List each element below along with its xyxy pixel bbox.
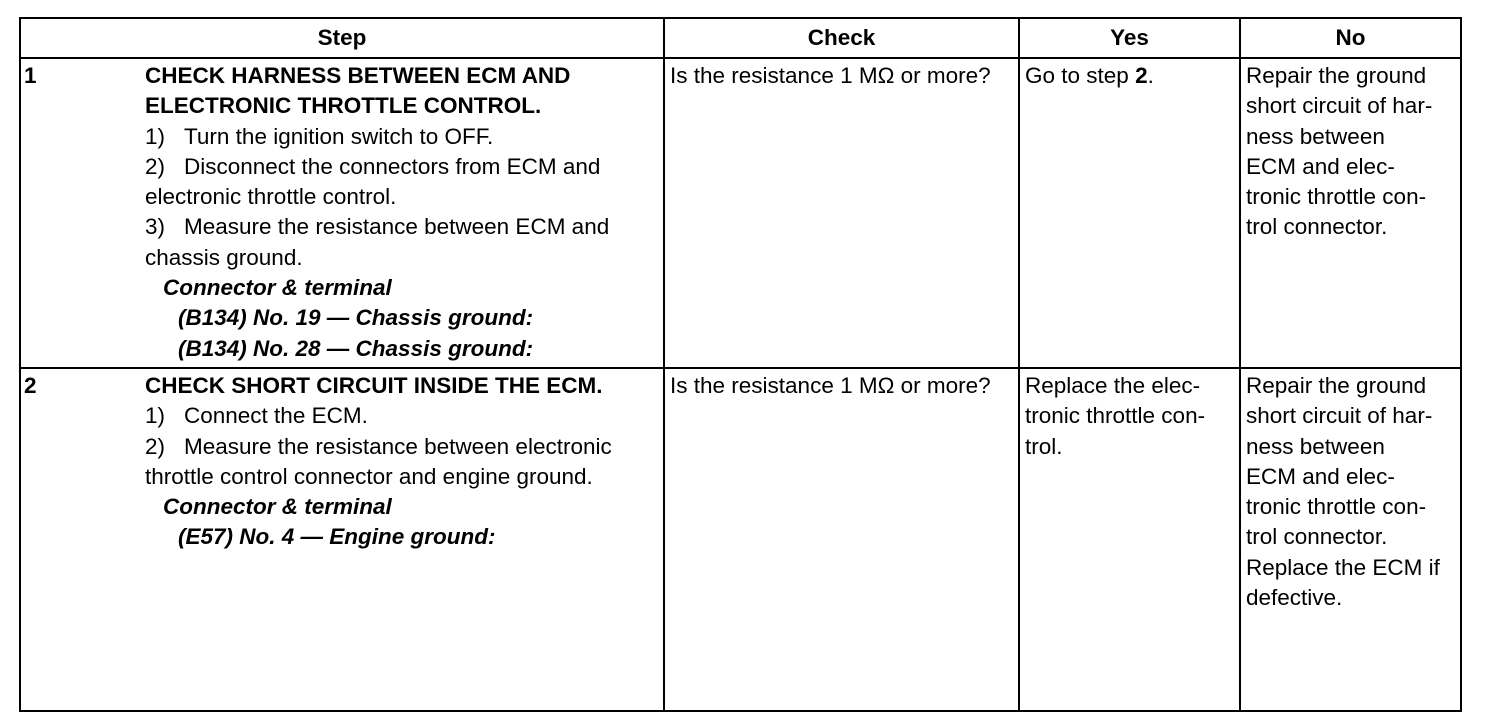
no-text-line: ECM and elec- bbox=[1246, 463, 1395, 489]
instruction-number: 2) bbox=[145, 433, 166, 459]
step-title-line: ELECTRONIC THROTTLE CONTROL. bbox=[145, 93, 542, 119]
no-text-line: tronic throttle con- bbox=[1246, 184, 1427, 210]
instruction-line bbox=[145, 432, 657, 462]
instruction-number: 3) bbox=[145, 214, 166, 240]
instruction-text: Disconnect the connectors from ECM and bbox=[184, 153, 601, 179]
header-yes: Yes bbox=[1019, 18, 1240, 58]
step-number: 1 bbox=[24, 63, 37, 88]
instruction-line bbox=[145, 243, 657, 273]
table-row-step-2 bbox=[20, 368, 1461, 711]
step-cell bbox=[20, 58, 664, 368]
terminal-spec: (E57) No. 4 — Engine ground: bbox=[178, 524, 496, 550]
no-cell bbox=[1240, 368, 1461, 711]
no-text-line: tronic throttle con- bbox=[1246, 494, 1427, 520]
step-body bbox=[145, 61, 657, 364]
yes-text-line: Replace the elec- bbox=[1025, 373, 1201, 398]
check-cell bbox=[664, 368, 1019, 711]
check-cell bbox=[664, 58, 1019, 368]
no-text-line: trol connector. bbox=[1246, 214, 1388, 240]
no-text-line: ness between bbox=[1246, 433, 1385, 459]
header-row bbox=[20, 18, 1461, 58]
instruction-line bbox=[145, 182, 657, 212]
terminal-spec: (B134) No. 28 — Chassis ground: bbox=[178, 335, 534, 361]
go-to-step-number: 2 bbox=[1135, 63, 1148, 88]
no-text-line: short circuit of har- bbox=[1246, 93, 1433, 119]
diagnostic-procedure-table bbox=[19, 17, 1462, 712]
no-text-line: Replace the ECM if bbox=[1246, 554, 1440, 580]
yes-text-line: tronic throttle con- bbox=[1025, 403, 1206, 429]
no-text-line: Repair the ground bbox=[1246, 63, 1427, 88]
instruction-line bbox=[145, 401, 657, 431]
yes-text-suffix: . bbox=[1147, 63, 1154, 88]
connector-terminal-label: Connector & terminal bbox=[163, 275, 392, 301]
instruction-text: electronic throttle control. bbox=[145, 184, 397, 210]
instruction-line bbox=[145, 212, 657, 242]
check-text: Is the resistance 1 MΩ or more? bbox=[670, 373, 991, 398]
instruction-text: Measure the resistance between ECM and bbox=[184, 214, 610, 240]
yes-text: Go to step bbox=[1025, 63, 1136, 88]
instruction-line bbox=[145, 462, 657, 492]
step-cell bbox=[20, 368, 664, 711]
header-no: No bbox=[1240, 18, 1461, 58]
no-text-line: defective. bbox=[1246, 585, 1343, 611]
header-step: Step bbox=[20, 18, 664, 58]
table-row-step-1 bbox=[20, 58, 1461, 368]
instruction-number: 2) bbox=[145, 153, 166, 179]
instruction-text: Connect the ECM. bbox=[184, 403, 368, 429]
yes-text-line: trol. bbox=[1025, 433, 1063, 459]
yes-cell bbox=[1019, 58, 1240, 368]
no-cell bbox=[1240, 58, 1461, 368]
no-text-line: short circuit of har- bbox=[1246, 403, 1433, 429]
step-body bbox=[145, 371, 657, 553]
yes-cell bbox=[1019, 368, 1240, 711]
instruction-line bbox=[145, 152, 657, 182]
step-title-line: CHECK SHORT CIRCUIT INSIDE THE ECM. bbox=[145, 373, 603, 398]
no-text-line: ness between bbox=[1246, 123, 1385, 149]
step-title-line: CHECK HARNESS BETWEEN ECM AND bbox=[145, 63, 571, 88]
no-text-line: trol connector. bbox=[1246, 524, 1388, 550]
no-text-line: Repair the ground bbox=[1246, 373, 1427, 398]
step-number: 2 bbox=[24, 373, 37, 398]
connector-terminal-label: Connector & terminal bbox=[163, 494, 392, 520]
check-text: Is the resistance 1 MΩ or more? bbox=[670, 63, 991, 88]
instruction-text: throttle control connector and engine ground. bbox=[145, 463, 593, 489]
instruction-text: Turn the ignition switch to OFF. bbox=[184, 123, 494, 149]
instruction-text: Measure the resistance between electronic bbox=[184, 433, 612, 459]
instruction-text: chassis ground. bbox=[145, 244, 303, 270]
header-check: Check bbox=[664, 18, 1019, 58]
no-text-line: ECM and elec- bbox=[1246, 153, 1395, 179]
instruction-number: 1) bbox=[145, 403, 166, 429]
instruction-number: 1) bbox=[145, 123, 166, 149]
terminal-spec: (B134) No. 19 — Chassis ground: bbox=[178, 305, 534, 331]
instruction-line bbox=[145, 122, 657, 152]
